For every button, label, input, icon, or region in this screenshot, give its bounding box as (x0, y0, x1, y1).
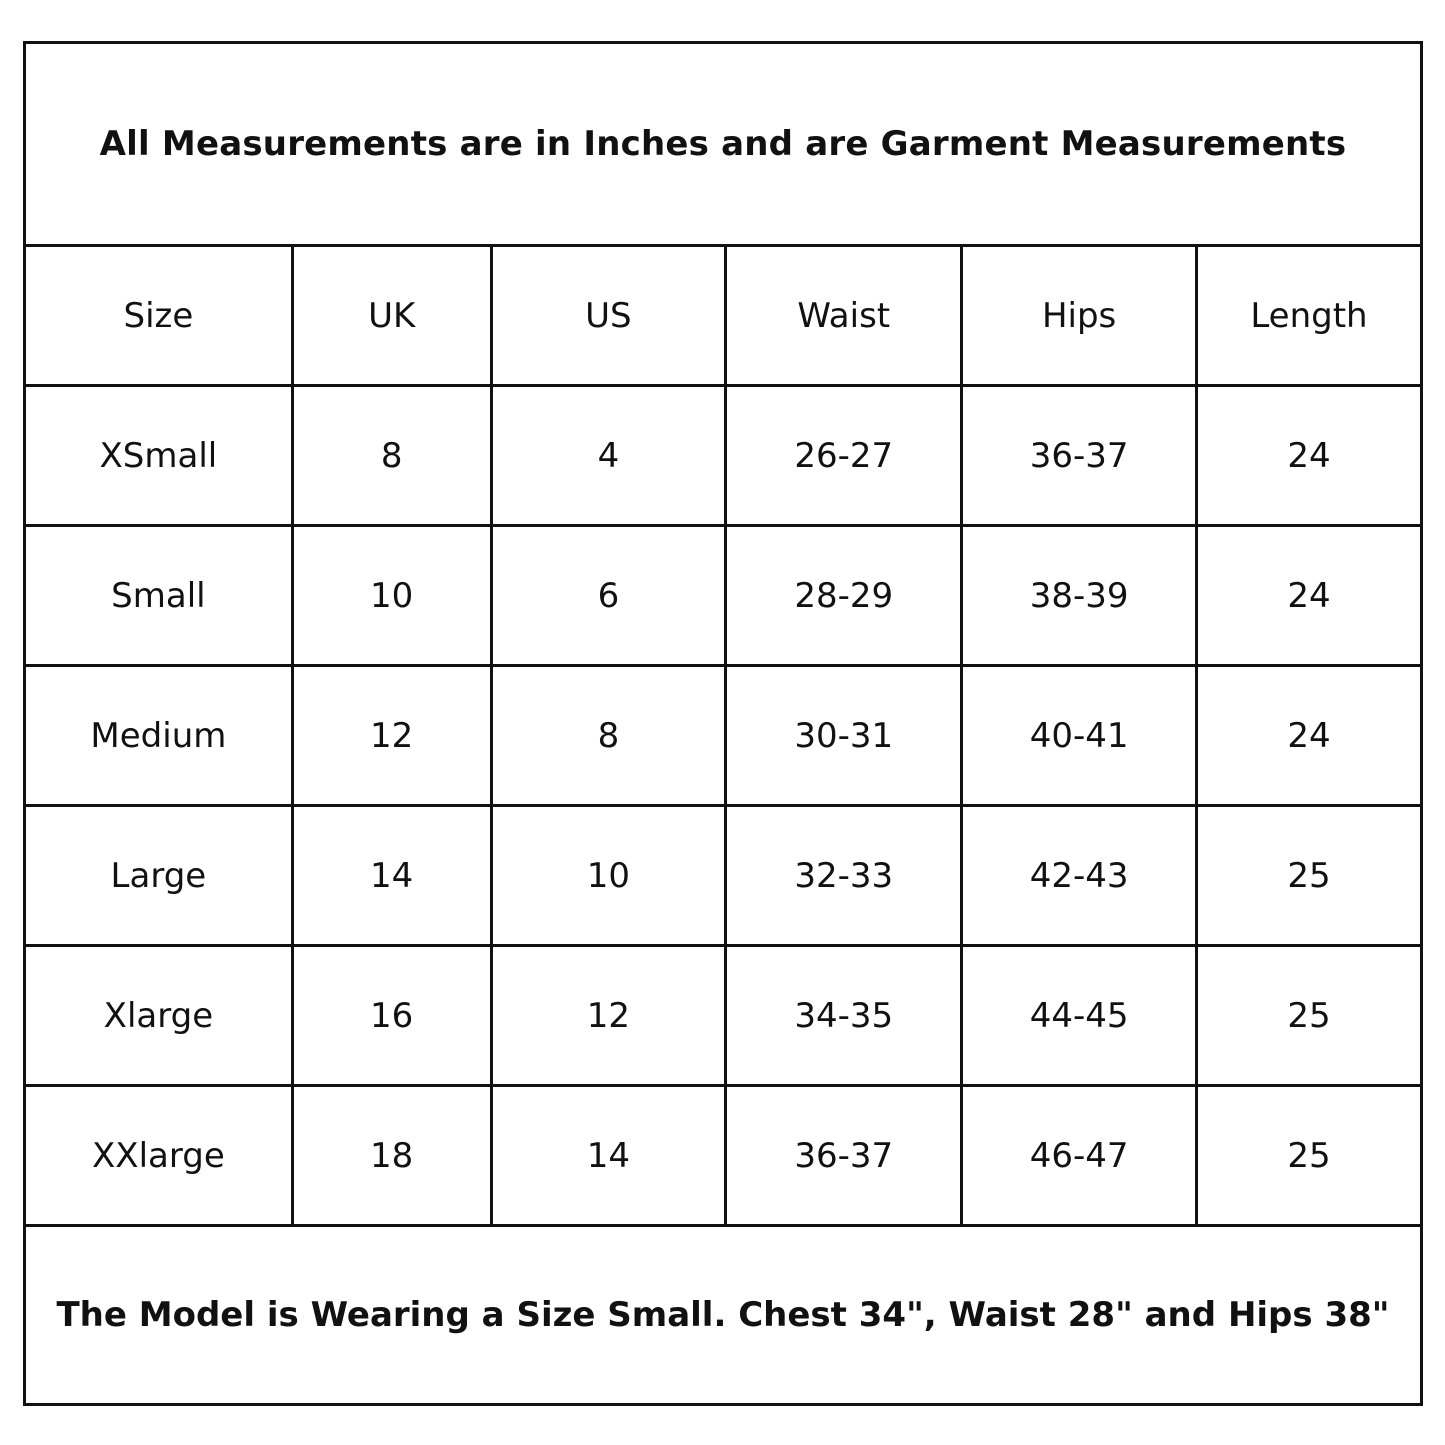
cell-waist: 34-35 (726, 946, 962, 1086)
table-row (26, 1086, 1420, 1226)
cell-us: 12 (491, 946, 726, 1086)
cell-length: 25 (1196, 946, 1420, 1086)
cell-hips: 40-41 (962, 666, 1197, 806)
cell-waist: 32-33 (726, 806, 962, 946)
cell-waist: 28-29 (726, 526, 962, 666)
cell-waist: 26-27 (726, 386, 962, 526)
cell-size: Large (26, 806, 292, 946)
table-row (26, 386, 1420, 526)
cell-length: 24 (1196, 666, 1420, 806)
chart-header-note: All Measurements are in Inches and are Garment Measurements (99, 124, 1347, 164)
column-header-length: Length (1196, 246, 1420, 386)
size-chart-table (26, 244, 1420, 1227)
table-row (26, 806, 1420, 946)
table-row (26, 526, 1420, 666)
cell-uk: 10 (292, 526, 491, 666)
cell-hips: 46-47 (962, 1086, 1197, 1226)
column-header-hips: Hips (962, 246, 1197, 386)
cell-length: 24 (1196, 526, 1420, 666)
cell-hips: 36-37 (962, 386, 1197, 526)
column-header-uk: UK (292, 246, 491, 386)
cell-uk: 14 (292, 806, 491, 946)
chart-footer-note: The Model is Wearing a Size Small. Chest 34", Waist 28" and Hips 38" (56, 1295, 1390, 1335)
cell-waist: 30-31 (726, 666, 962, 806)
cell-us: 4 (491, 386, 726, 526)
column-header-size: Size (26, 246, 292, 386)
cell-uk: 16 (292, 946, 491, 1086)
cell-waist: 36-37 (726, 1086, 962, 1226)
column-header-waist: Waist (726, 246, 962, 386)
cell-uk: 12 (292, 666, 491, 806)
cell-length: 25 (1196, 806, 1420, 946)
cell-us: 14 (491, 1086, 726, 1226)
table-row (26, 666, 1420, 806)
cell-size: Xlarge (26, 946, 292, 1086)
cell-size: Small (26, 526, 292, 666)
cell-us: 6 (491, 526, 726, 666)
cell-size: Medium (26, 666, 292, 806)
cell-us: 8 (491, 666, 726, 806)
cell-length: 24 (1196, 386, 1420, 526)
cell-size: XSmall (26, 386, 292, 526)
cell-us: 10 (491, 806, 726, 946)
cell-hips: 42-43 (962, 806, 1197, 946)
cell-length: 25 (1196, 1086, 1420, 1226)
table-header-row (26, 246, 1420, 386)
table-row (26, 946, 1420, 1086)
cell-size: XXlarge (26, 1086, 292, 1226)
cell-uk: 8 (292, 386, 491, 526)
cell-hips: 44-45 (962, 946, 1197, 1086)
cell-hips: 38-39 (962, 526, 1197, 666)
cell-uk: 18 (292, 1086, 491, 1226)
column-header-us: US (491, 246, 726, 386)
size-chart (23, 41, 1423, 1406)
